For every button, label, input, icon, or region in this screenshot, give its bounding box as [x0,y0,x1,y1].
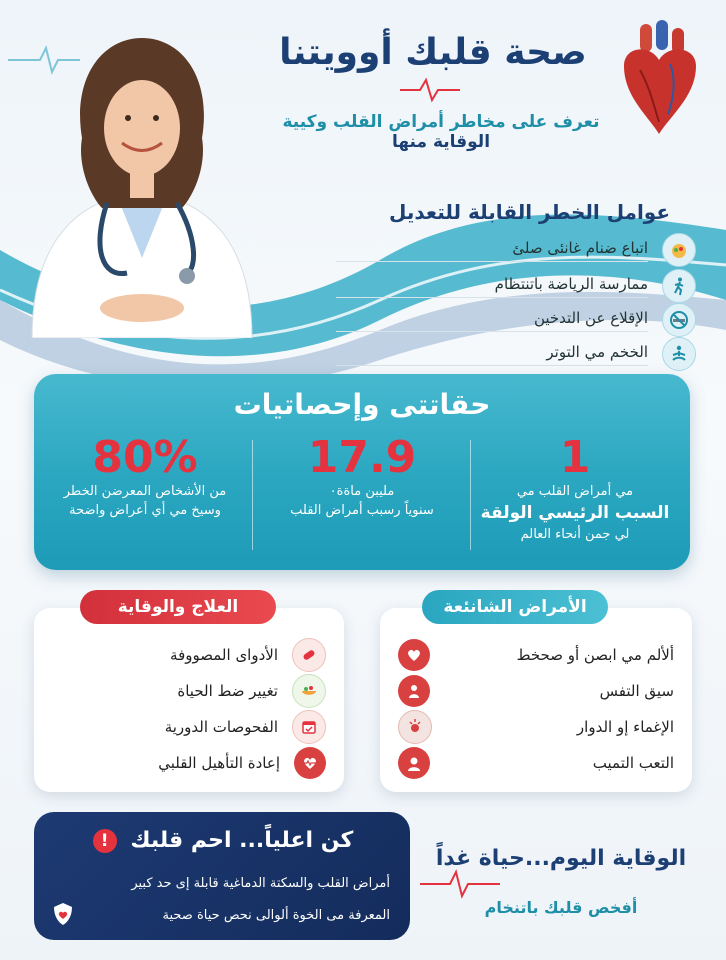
disease-item [380,638,692,672]
stat-number: 80% [92,432,198,483]
doctor-illustration [22,18,262,338]
calendar-icon [292,710,326,744]
risk-factors-title: عوامل الخطر القابلة للتعديل [389,200,670,224]
treatment-card [34,608,344,792]
disease-label: سيق التفس [599,682,674,700]
treatment-item [34,746,344,780]
treatment-label: تغيير ضط الحياة [177,682,278,700]
diseases-card [380,608,692,792]
stat-number: 1 [559,432,591,483]
disease-item [380,674,692,708]
stats-panel [34,374,690,570]
no-smoking-icon [662,303,696,337]
page-subtitle [256,112,626,152]
shield-heart-icon [52,902,74,926]
alert-line: أمراض القلب والسكتة الدماغية قابلة إى حد كبير [131,876,390,891]
stat-text: مليبن ماةة٠ [329,484,395,499]
treatment-label: الأدواى المصووفة [170,646,278,664]
heart-pain-icon [398,639,430,671]
stat-deaths [258,434,466,564]
heartbeat-icon [294,747,326,779]
treatment-item [34,638,344,672]
stat-number: 17.9 [307,432,417,483]
stat-text: من الأشخاص المعرضن الخطر [63,484,227,499]
stat-leading-cause [472,434,678,564]
diseases-title: الأمراض الشانئعة [422,590,608,624]
treatment-label: الفحوصات الدورية [164,718,278,736]
stats-divider [470,440,471,550]
pill-icon [292,638,326,672]
risk-item [336,270,696,302]
healthy-food-icon [662,233,696,267]
risk-item-label: اتباع ضنام غانئى صلئ [336,239,648,262]
risk-item [336,234,696,266]
alert-title [58,828,388,853]
stat-text: مي أمراض القلب مي [516,484,634,499]
stat-text: السبب الرئيسي الولقة [480,503,670,523]
stats-divider [252,440,253,550]
risk-item-label: الخخم مي التوتر [336,343,648,366]
treatment-item [34,674,344,708]
risk-item-label: الإقلاع عن التدخين [336,309,648,332]
stat-text: لي جمن أنحاء العالم [520,527,630,542]
disease-item [380,746,692,780]
fatigue-icon [398,747,430,779]
walking-icon [662,269,696,303]
stat-text: سنوياً رسبب أمراض القلب [290,503,434,518]
motto-subtitle: أفخص قلبك باتنخام [484,898,638,917]
disease-label: ألألم مي ابصن أو صحخط [516,646,674,664]
meditation-icon [662,337,696,371]
alert-line: المعرفة مى الخوة ألوالى نحص حياة صحية [162,908,390,923]
subtitle-highlight: الوقاية منها [391,132,491,152]
disease-item [380,710,692,744]
exclamation-icon: ! [93,829,117,853]
risk-item [336,338,696,370]
disease-label: التعب التميب [592,754,674,772]
disease-label: الإغماء إو الدوار [576,718,674,736]
risk-item-label: ممارسة الرياضة باتنتظام [336,275,648,298]
breath-icon [398,675,430,707]
treatment-item [34,710,344,744]
salad-icon [292,674,326,708]
risk-item [336,304,696,336]
treatment-title: العلاج والوقاية [80,590,276,624]
stats-title: حقاتتى وإحصاتيات [233,388,491,421]
motto-title: الوقاية اليوم...حياة غداً [435,846,687,871]
alert-box [34,812,410,940]
page-title: صحة قلبك أوويتنا [279,32,587,73]
treatment-label: إعادة التأهيل القلبي [158,754,280,772]
alert-title-text: كن اعلياً... احم قلبك [130,828,354,853]
stat-percentage [42,434,248,564]
stat-text: وسيخ مي أي أعراض واضحة [69,503,221,518]
subtitle-prefix: تعرف على مخاطر أمراض القلب وكيية [282,112,600,132]
dizzy-icon [398,710,432,744]
